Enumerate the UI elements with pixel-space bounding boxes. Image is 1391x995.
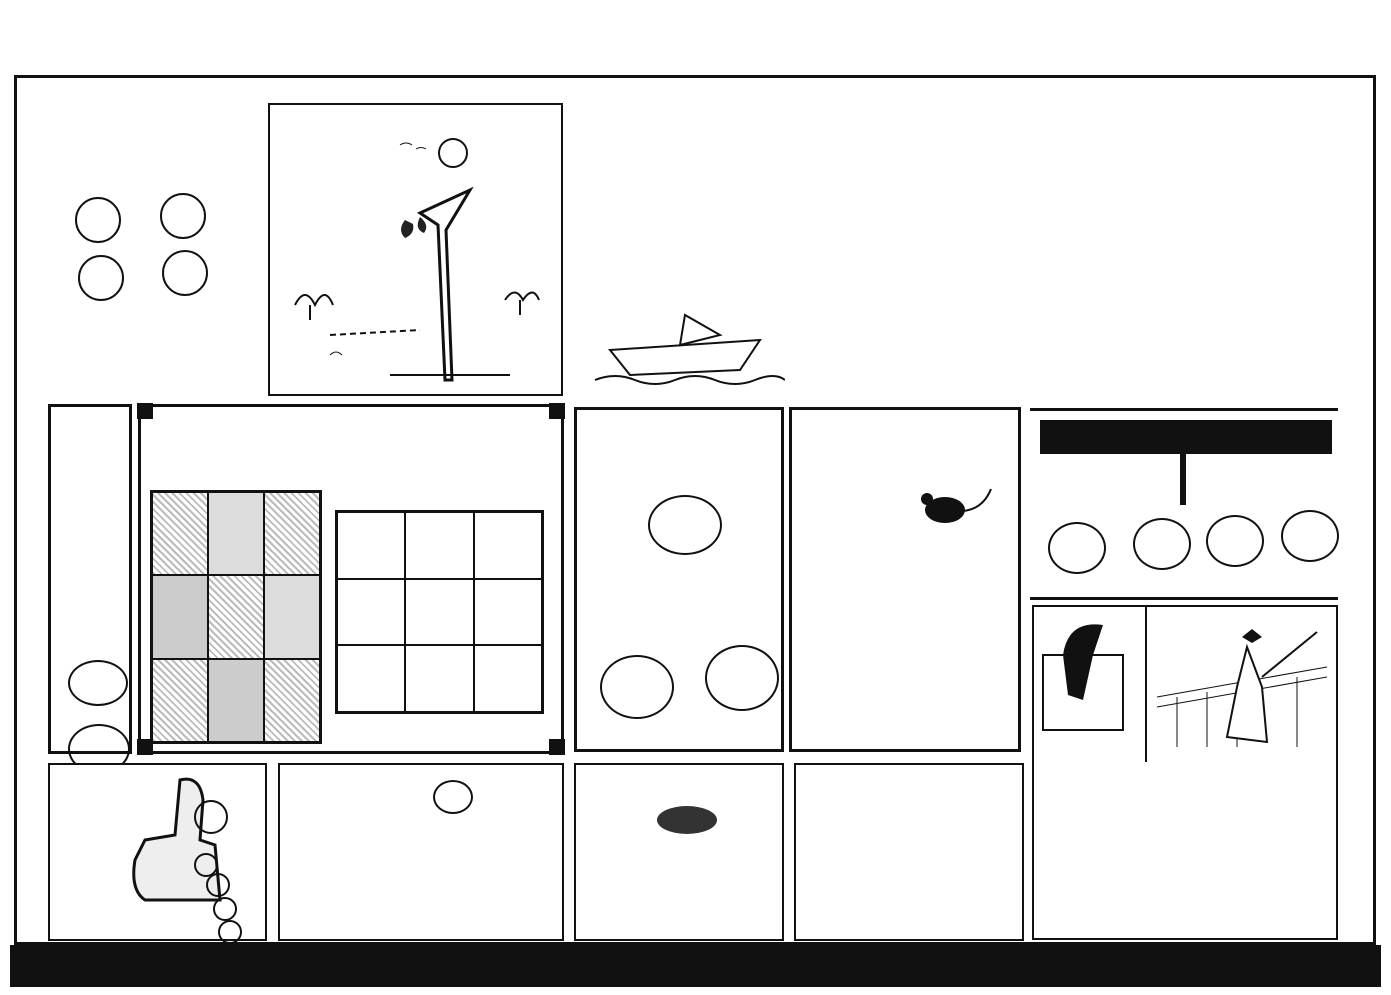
- cartoon-panel: [1145, 607, 1337, 762]
- lucky-box: [789, 407, 1021, 752]
- puzzle-corner: [549, 739, 565, 755]
- today-number: [1133, 518, 1191, 570]
- today-divider: [1180, 450, 1186, 505]
- prediction-number: [160, 193, 206, 239]
- tuo-number: [600, 655, 674, 719]
- scholar-drawing: [1147, 607, 1335, 757]
- prediction-number: [75, 197, 121, 243]
- prediction-number: [162, 250, 208, 296]
- puzzle-grid-right: [335, 510, 544, 714]
- rat-icon: [915, 485, 995, 530]
- special-number: [206, 873, 230, 897]
- today-bottom-rule: [1030, 597, 1338, 600]
- special-number: [213, 897, 237, 921]
- boat-drawing: [590, 305, 785, 390]
- hand-pointing-icon: [1038, 615, 1138, 735]
- prediction-number: [78, 255, 124, 301]
- cold-number: [68, 660, 128, 706]
- today-number: [1048, 522, 1106, 574]
- today-top-rule: [1030, 408, 1338, 411]
- puzzle-corner: [549, 403, 565, 419]
- today-number: [1206, 515, 1264, 567]
- mystic-box: [794, 763, 1024, 941]
- footer-bar: [10, 945, 1381, 987]
- current-box: [278, 763, 564, 941]
- dan-number: [648, 495, 722, 555]
- lucky-zodiac-box: [574, 763, 784, 941]
- tree-illustration: [268, 103, 563, 396]
- tuo-number: [705, 645, 779, 711]
- current-number: [433, 780, 473, 814]
- today-number: [1281, 510, 1339, 562]
- rat-icon: [652, 800, 722, 840]
- special-number: [218, 920, 242, 944]
- special-number: [194, 800, 228, 834]
- today-header-bar: [1040, 420, 1332, 454]
- puzzle-corner: [137, 403, 153, 419]
- poster-block: [590, 155, 785, 390]
- puzzle-grid-left: [150, 490, 322, 744]
- tree-drawing: [270, 105, 561, 394]
